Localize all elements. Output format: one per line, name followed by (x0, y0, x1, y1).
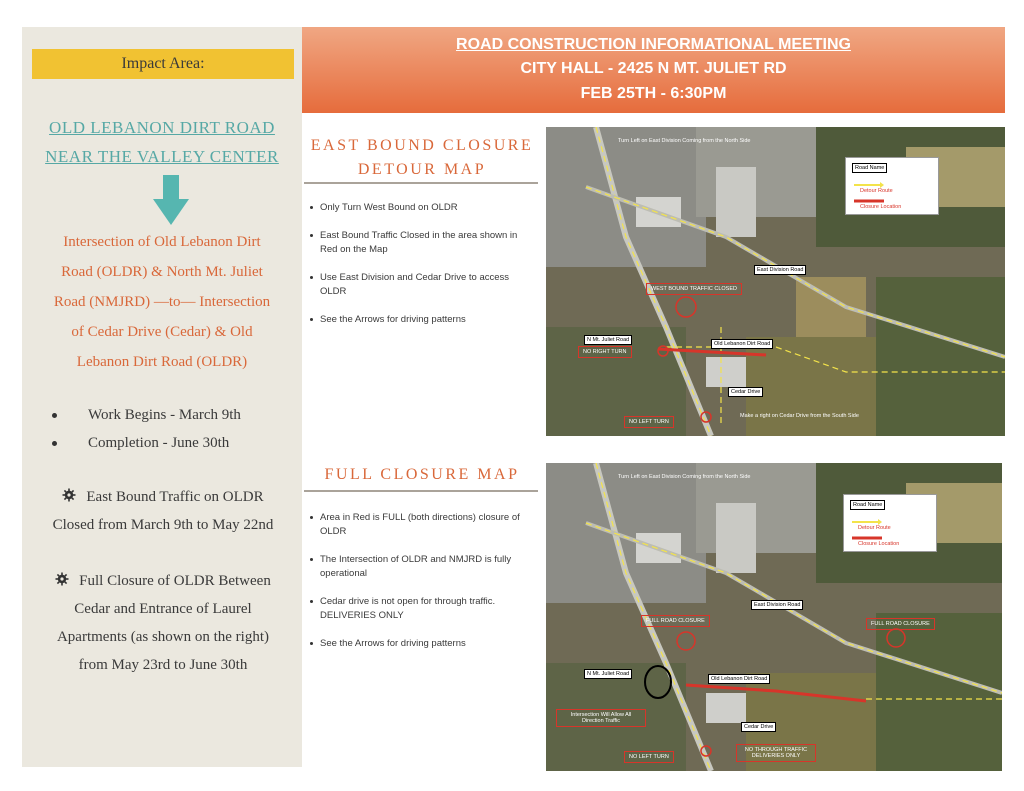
intersection-line: Road (NMJRD) —to— Intersection (53, 294, 271, 310)
note-line: East Bound Traffic on OLDR (86, 489, 264, 505)
list-item: See the Arrows for driving patterns (310, 637, 532, 651)
full-closure-map (546, 463, 1002, 771)
intersection-line: of Cedar Drive (Cedar) & Old (71, 324, 253, 340)
completion: Completion - June 30th (88, 435, 230, 451)
map-legend (843, 494, 937, 552)
map-label-old-lebanon: Old Lebanon Dirt Road (711, 339, 773, 349)
map-label-cedar-drive: Cedar Drive (741, 722, 776, 732)
detour-map (546, 127, 1005, 436)
arrow-down-icon (153, 175, 189, 227)
section-title-full-closure: FULL CLOSURE MAP (324, 466, 520, 483)
legend-closure: Closure Location (852, 535, 899, 541)
legend-closure: Closure Location (854, 198, 901, 204)
map-label-cedar-drive: Cedar Drive (728, 387, 763, 397)
map-label-west-closed: WEST BOUND TRAFFIC CLOSED (646, 283, 742, 295)
location-line-2: NEAR THE VALLEY CENTER (45, 147, 279, 166)
intersection-line: Road (OLDR) & North Mt. Juliet (61, 264, 263, 280)
map-label-turn-left: Turn Left on East Division Coming from the North Side (618, 138, 751, 144)
map-legend (845, 157, 939, 215)
detour-bullets (310, 201, 532, 327)
meeting-banner (302, 27, 1005, 113)
list-item: Use East Division and Cedar Drive to access OLDR (310, 271, 532, 299)
list-item: Only Turn West Bound on OLDR (310, 201, 532, 215)
list-item: East Bound Traffic Closed in the area shown in Red on the Map (310, 229, 532, 257)
intersection-line: Intersection of Old Lebanon Dirt (63, 234, 261, 250)
map-label-no-left-turn: NO LEFT TURN (624, 751, 674, 763)
location-line-1: OLD LEBANON DIRT ROAD (49, 118, 275, 137)
divider (304, 182, 538, 184)
map-label-east-division: East Division Road (754, 265, 806, 275)
divider (304, 490, 538, 492)
map-label-nmj-road: N Mt. Juliet Road (584, 335, 632, 345)
map-label-intersection-note: Intersection Will Allow All Direction Traffic (556, 709, 646, 727)
legend-detour: Detour Route (852, 519, 891, 525)
location-title (22, 113, 302, 171)
section-title-line: DETOUR MAP (357, 161, 487, 178)
map-label-make-right: Make a right on Cedar Drive from the South Side (740, 413, 859, 419)
note-line: Cedar and Entrance of Laurel (74, 601, 252, 617)
intersection-line: Lebanon Dirt Road (OLDR) (76, 354, 248, 370)
list-item (52, 429, 292, 457)
note-line: Closed from March 9th to May 22nd (52, 517, 274, 533)
list-item: Cedar drive is not open for through traffic. DELIVERIES ONLY (310, 595, 532, 623)
map-label-no-right-turn: NO RIGHT TURN (578, 346, 632, 358)
banner-location: CITY HALL - 2425 N MT. JULIET RD (520, 60, 787, 77)
full-closure-note (32, 567, 294, 679)
banner-title: ROAD CONSTRUCTION INFORMATIONAL MEETING (456, 36, 851, 53)
section-title-line: EAST BOUND CLOSURE (310, 137, 534, 154)
intersection-description (34, 227, 290, 377)
note-line: Full Closure of OLDR Between (79, 573, 271, 589)
gear-icon (55, 572, 69, 586)
banner-date: FEB 25TH - 6:30PM (580, 85, 727, 102)
legend-title: Road Name (850, 500, 885, 510)
list-item: See the Arrows for driving patterns (310, 313, 532, 327)
map-label-no-through: NO THROUGH TRAFFIC DELIVERIES ONLY (736, 744, 816, 762)
impact-panel (22, 27, 302, 767)
work-begins: Work Begins - March 9th (88, 407, 241, 423)
map-label-east-division: East Division Road (751, 600, 803, 610)
list-item: Area in Red is FULL (both directions) closure of OLDR (310, 511, 532, 539)
map-label-full-closure-b: FULL ROAD CLOSURE (866, 618, 935, 630)
legend-title: Road Name (852, 163, 887, 173)
map-label-nmj-road: N Mt. Juliet Road (584, 669, 632, 679)
map-label-turn-left: Turn Left on East Division Coming from the North Side (618, 474, 751, 480)
east-bound-note (32, 483, 294, 539)
list-item: The Intersection of OLDR and NMJRD is fully operational (310, 553, 532, 581)
schedule-list (52, 401, 292, 457)
map-label-no-left-turn: NO LEFT TURN (624, 416, 674, 428)
impact-area-label: Impact Area: (32, 49, 294, 79)
legend-detour: Detour Route (854, 182, 893, 188)
section-title-detour (304, 134, 540, 182)
note-line: Apartments (as shown on the right) (56, 629, 270, 645)
map-label-old-lebanon: Old Lebanon Dirt Road (708, 674, 770, 684)
gear-icon (62, 488, 76, 502)
map-label-full-closure-a: FULL ROAD CLOSURE (641, 615, 710, 627)
full-closure-bullets (310, 511, 532, 651)
note-line: from May 23rd to June 30th (78, 657, 248, 673)
list-item (52, 401, 292, 429)
